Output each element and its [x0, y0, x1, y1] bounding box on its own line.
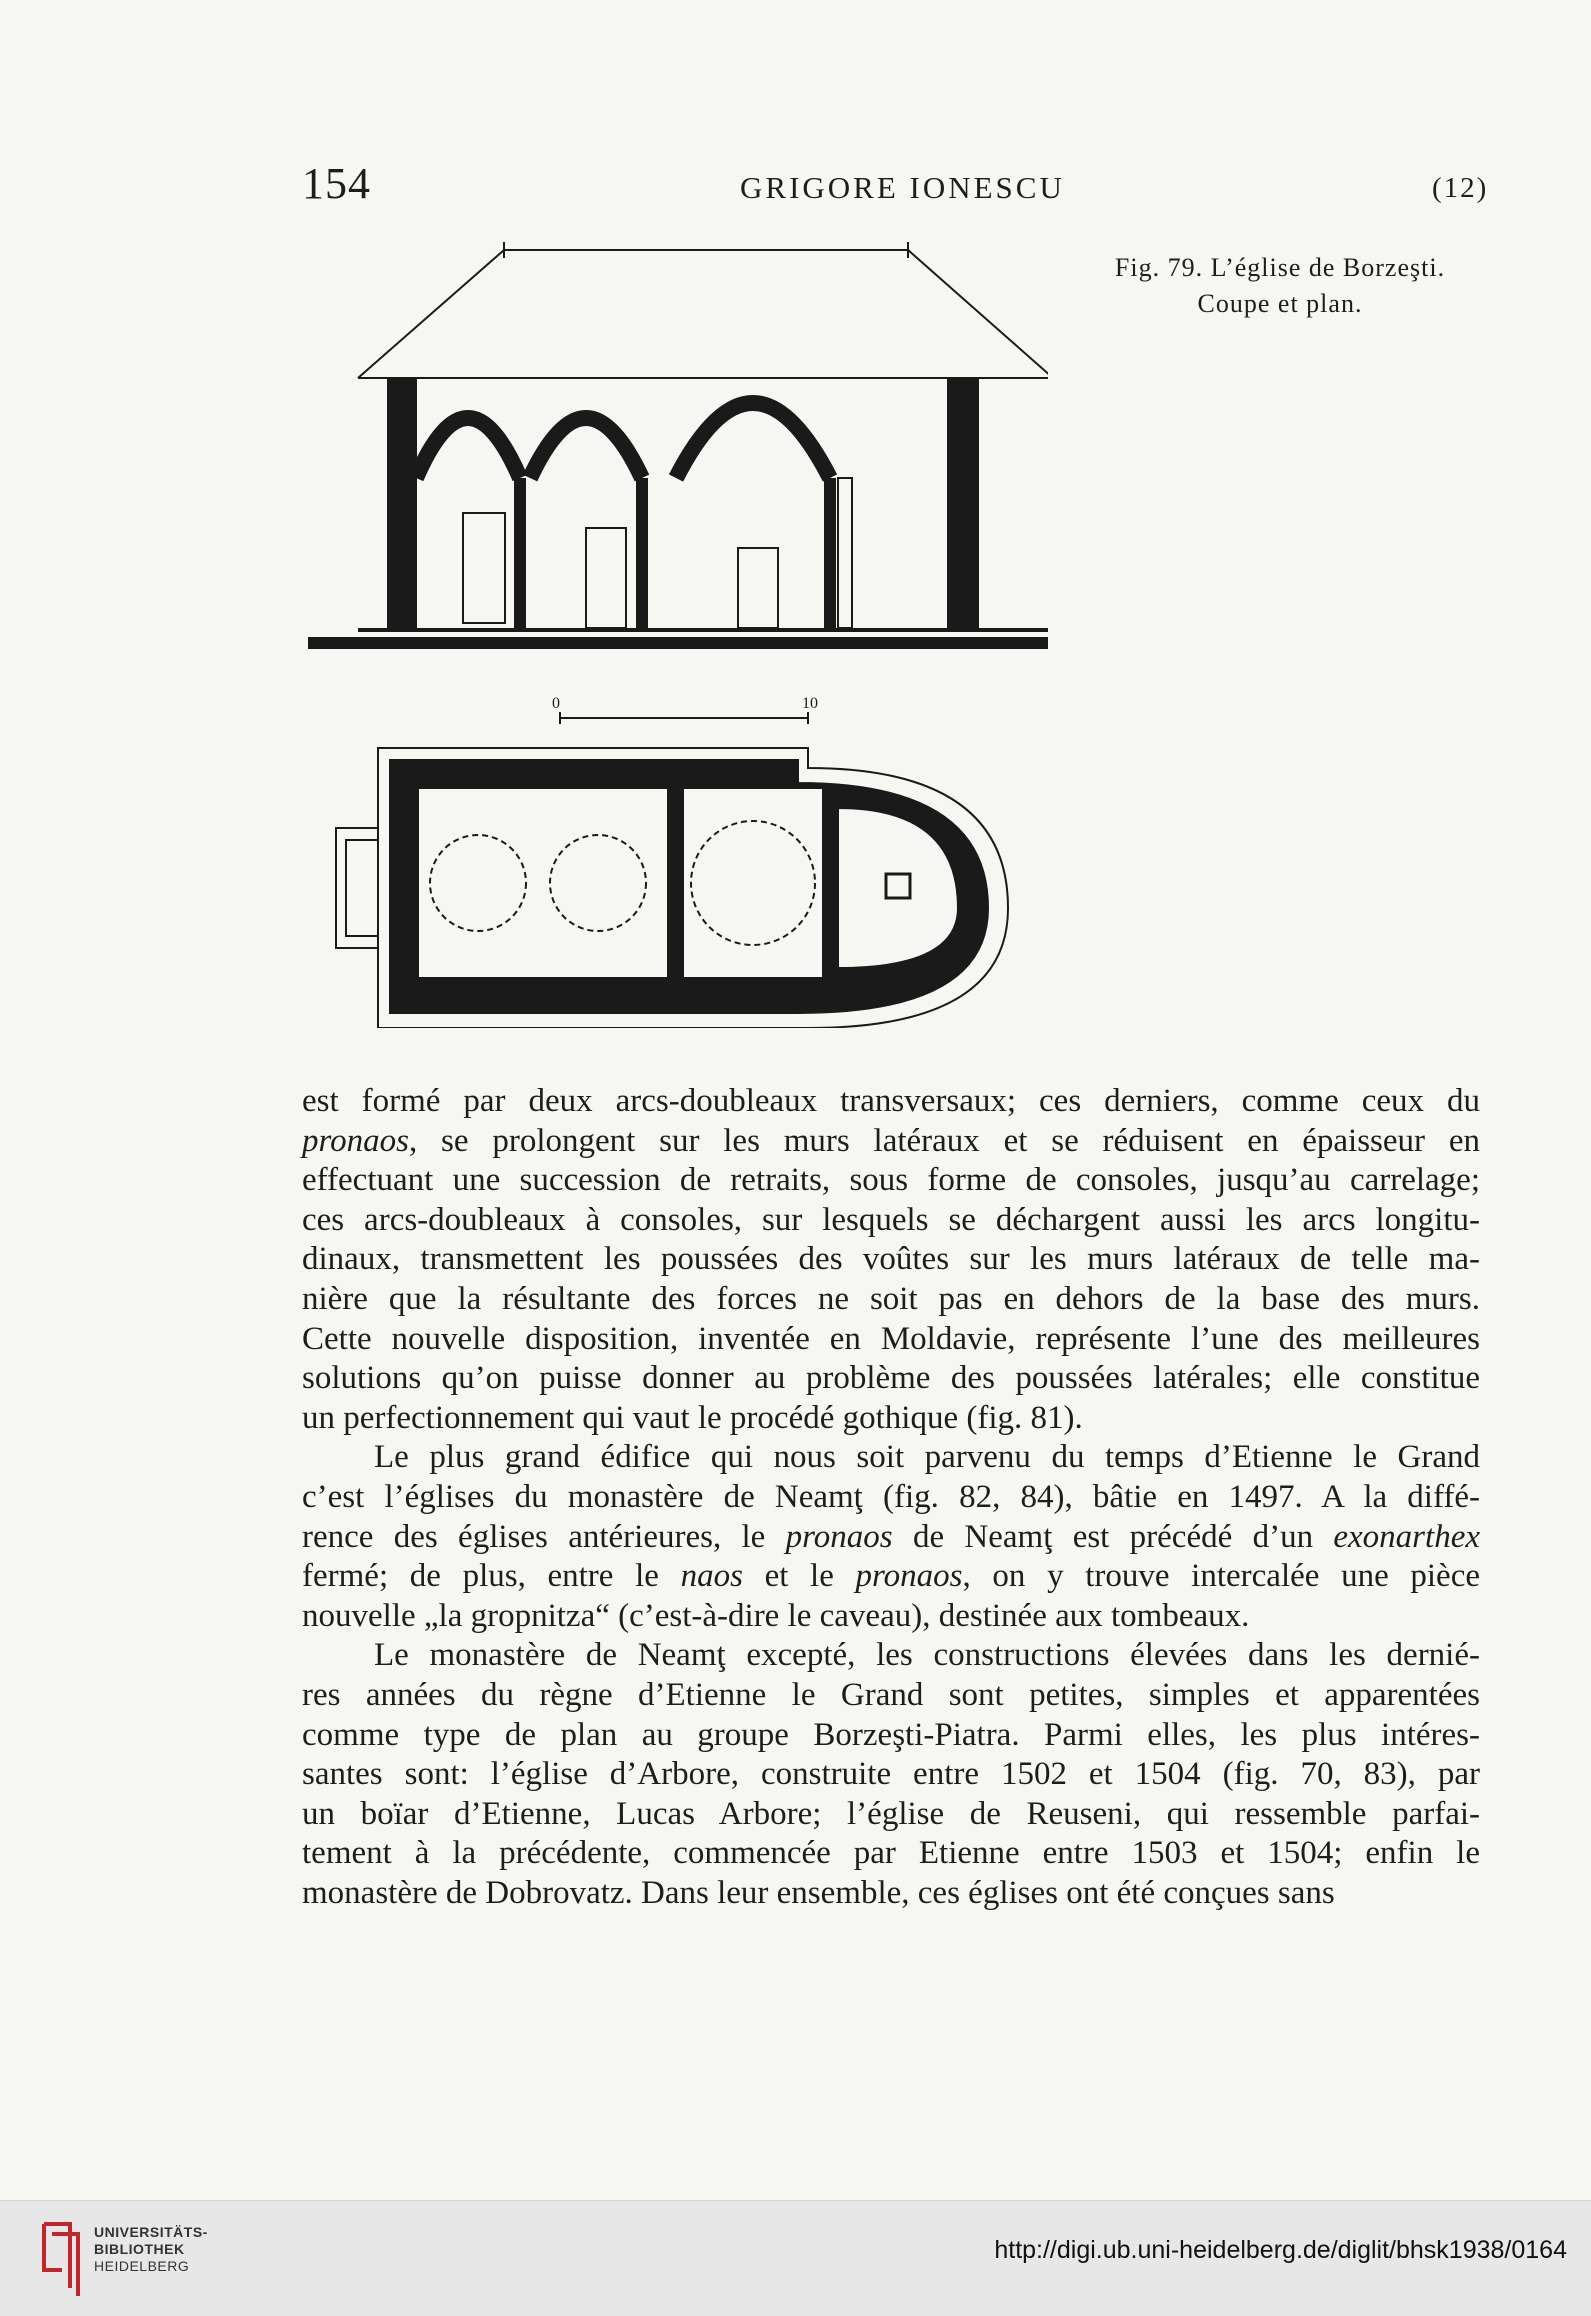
- italic-term: pronaos: [785, 1518, 893, 1555]
- text-line: Cette nouvelle disposition, inventée en Moldavie, représente l’une des meilleures: [302, 1320, 1480, 1357]
- text-line: santes sont: l’église d’Arbore, construite entre 1502 et 1504 (fig. 70, 83), par: [302, 1756, 1480, 1793]
- text-segment: et le: [742, 1558, 856, 1595]
- library-name: [94, 2224, 208, 2275]
- text-line: est formé par deux arcs-doubleaux transversaux; ces derniers, comme ceux du: [302, 1083, 1480, 1119]
- italic-term: pronaos: [302, 1122, 409, 1159]
- library-name-line-3: HEIDELBERG: [94, 2258, 190, 2274]
- text-line: c’est l’églises du monastère de Neamţ (fig. 82, 84), bâtie en 1497. A la diffé-: [302, 1478, 1480, 1515]
- church-section-and-plan-figure: [308, 228, 1048, 1028]
- cross-section-drawing: [308, 242, 1048, 648]
- italic-term: naos: [680, 1558, 743, 1595]
- scale-bar: [552, 695, 818, 724]
- text-line: [302, 1518, 1480, 1558]
- text-line: ces arcs-doubleaux à consoles, sur lesquels se déchargent aussi les arcs longitu-: [302, 1201, 1480, 1238]
- figure-caption: [1070, 250, 1490, 322]
- paragraph-3: [302, 1636, 1480, 1913]
- library-name-line-2: BIBLIOTHEK: [94, 2241, 185, 2257]
- text-line: effectuant une succession de retraits, sous forme de consoles, jusqu’au carrelage;: [302, 1162, 1480, 1199]
- floor-plan-drawing: [336, 748, 1008, 1028]
- scale-bar-start-label: 0: [552, 695, 560, 712]
- italic-term: exonarthex: [1333, 1518, 1480, 1555]
- scale-bar-end-label: 10: [802, 695, 818, 712]
- text-line: dinaux, transmettent les poussées des voûtes sur les murs latéraux de telle ma-: [302, 1241, 1480, 1278]
- library-name-line-1: UNIVERSITÄTS-: [94, 2224, 208, 2240]
- text-line: Le monastère de Neamţ excepté, les constructions élevées dans les dernié-: [374, 1637, 1480, 1674]
- text-line: [302, 1557, 1480, 1597]
- text-line: tement à la précédente, commencée par Etienne entre 1503 et 1504; enfin le: [302, 1835, 1480, 1872]
- body-text: [302, 1082, 1480, 1913]
- text-line: comme type de plan au groupe Borzeşti-Piatra. Parmi elles, les plus intéres-: [302, 1716, 1480, 1753]
- paragraph-1: [302, 1082, 1480, 1438]
- text-line: monastère de Dobrovatz. Dans leur ensemble, ces églises ont été conçues sans: [302, 1874, 1335, 1911]
- text-line: res années du règne d’Etienne le Grand sont petites, simples et apparentées: [302, 1676, 1480, 1713]
- text-segment: , se prolongent sur les murs latéraux et se réduisent en épaisseur en: [408, 1122, 1480, 1159]
- text-segment: rence des églises antérieures, le: [302, 1518, 786, 1555]
- text-line: solutions qu’on puisse donner au problème des poussées latérales; elle constitue: [302, 1360, 1480, 1397]
- text-line: [302, 1122, 1480, 1162]
- running-head: GRIGORE IONESCU: [740, 170, 1065, 205]
- heidelberg-library-logo-icon: [40, 2214, 86, 2298]
- text-segment: , on y trouve intercalée une pièce: [962, 1558, 1480, 1595]
- text-line: un perfectionnement qui vaut le procédé gothique (fig. 81).: [302, 1399, 1083, 1436]
- section-mark: (12): [1432, 172, 1489, 204]
- text-segment: de Neamţ est précédé d’un: [892, 1518, 1334, 1555]
- text-line: un boïar d’Etienne, Lucas Arbore; l’église de Reuseni, qui ressemble parfai-: [302, 1795, 1480, 1832]
- italic-term: pronaos: [855, 1558, 963, 1595]
- page-number: 154: [302, 159, 371, 208]
- text-segment: fermé; de plus, entre le: [302, 1558, 681, 1595]
- text-line: Le plus grand édifice qui nous soit parvenu du temps d’Etienne le Grand: [374, 1439, 1480, 1476]
- figure-caption-line-2: Coupe et plan.: [1197, 289, 1363, 318]
- figure-caption-line-1: Fig. 79. L’église de Borzeşti.: [1114, 253, 1446, 282]
- source-url-link[interactable]: http://digi.ub.uni-heidelberg.de/diglit/bhsk1938/0164: [994, 2236, 1567, 2264]
- text-line: nière que la résultante des forces ne soit pas en dehors de la base des murs.: [302, 1280, 1480, 1317]
- text-line: nouvelle „la gropnitza“ (c’est-à-dire le caveau), destinée aux tombeaux.: [302, 1597, 1250, 1634]
- paragraph-2: [302, 1438, 1480, 1636]
